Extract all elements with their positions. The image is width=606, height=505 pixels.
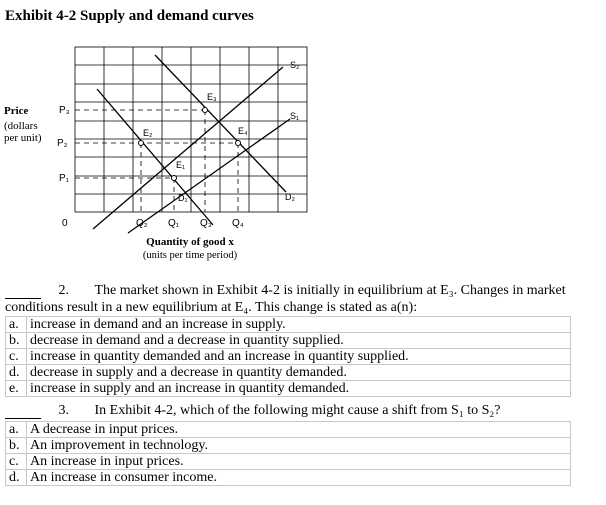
option-row[interactable] (6, 470, 571, 486)
question-2-text-2: conditions result in a new equilibrium at E₄. This change is stated as a(n): (5, 300, 418, 315)
equilibrium-points (139, 108, 241, 181)
tick-q1: Q₁ (168, 218, 180, 229)
x-axis-label: Quantity of good x (146, 236, 234, 248)
option-row[interactable] (6, 349, 571, 365)
option-text: A decrease in input prices. (27, 422, 571, 438)
label-e1: E₁ (176, 160, 186, 170)
option-text: increase in supply and an increase in quantity demanded. (27, 381, 571, 397)
option-text: increase in quantity demanded and an increase in quantity supplied. (27, 349, 571, 365)
option-letter: b. (6, 438, 27, 454)
question-3-number: 3. (58, 403, 69, 418)
tick-q2: Q₂ (136, 218, 148, 229)
label-e3: E₃ (207, 92, 217, 102)
tick-p1: P₁ (59, 173, 70, 184)
label-s1: S₁ (290, 111, 300, 121)
option-text: An increase in consumer income. (27, 470, 571, 486)
demand-curve-d2 (155, 55, 286, 192)
answer-blank-q2[interactable] (5, 286, 41, 299)
option-letter: a. (6, 317, 27, 333)
option-letter: e. (6, 381, 27, 397)
option-row[interactable] (6, 365, 571, 381)
label-e2: E₂ (143, 128, 153, 138)
question-2-options (5, 316, 571, 397)
option-letter: c. (6, 454, 27, 470)
option-text: An increase in input prices. (27, 454, 571, 470)
option-letter: d. (6, 470, 27, 486)
option-row[interactable] (6, 333, 571, 349)
option-text: increase in demand and an increase in supply. (27, 317, 571, 333)
option-letter: c. (6, 349, 27, 365)
question-2-line1 (5, 283, 566, 299)
label-e4: E₄ (238, 126, 248, 136)
label-d1: D₁ (178, 193, 188, 203)
question-3-line (5, 403, 500, 419)
option-row[interactable] (6, 381, 571, 397)
option-row[interactable] (6, 422, 571, 438)
question-3-options (5, 421, 571, 486)
tick-p2: P₂ (57, 138, 68, 149)
point-e3 (203, 108, 208, 113)
y-axis-label-unit2: per unit) (4, 132, 42, 144)
question-3-text: In Exhibit 4-2, which of the following might cause a shift from S₁ to S₂? (94, 403, 501, 418)
tick-origin: 0 (62, 218, 68, 229)
y-axis-label-price: Price (4, 105, 29, 117)
option-row[interactable] (6, 317, 571, 333)
y-axis-label-unit: (dollars (4, 120, 38, 132)
option-letter: d. (6, 365, 27, 381)
option-letter: a. (6, 422, 27, 438)
tick-p3: P₃ (59, 105, 70, 116)
question-2-text-1: The market shown in Exhibit 4-2 is initially in equilibrium at E₃. Changes in market (94, 283, 566, 298)
label-s2: S₂ (290, 60, 300, 70)
option-text: decrease in demand and a decrease in quantity supplied. (27, 333, 571, 349)
point-e1 (172, 176, 177, 181)
grid (75, 47, 307, 212)
tick-q4: Q₄ (232, 218, 244, 229)
guide-lines (75, 110, 238, 212)
answer-blank-q3[interactable] (5, 406, 41, 419)
tick-q3: Q₃ (200, 218, 212, 229)
supply-curve-s2 (93, 67, 283, 229)
option-text: An improvement in technology. (27, 438, 571, 454)
option-row[interactable] (6, 454, 571, 470)
exhibit-title: Exhibit 4-2 Supply and demand curves (5, 8, 254, 24)
option-row[interactable] (6, 438, 571, 454)
option-text: decrease in supply and a decrease in quantity demanded. (27, 365, 571, 381)
label-d2: D₂ (285, 192, 295, 202)
question-2-number: 2. (58, 283, 69, 298)
point-e4 (236, 141, 241, 146)
option-letter: b. (6, 333, 27, 349)
x-axis-sublabel: (units per time period) (142, 250, 238, 261)
point-e2 (139, 141, 144, 146)
